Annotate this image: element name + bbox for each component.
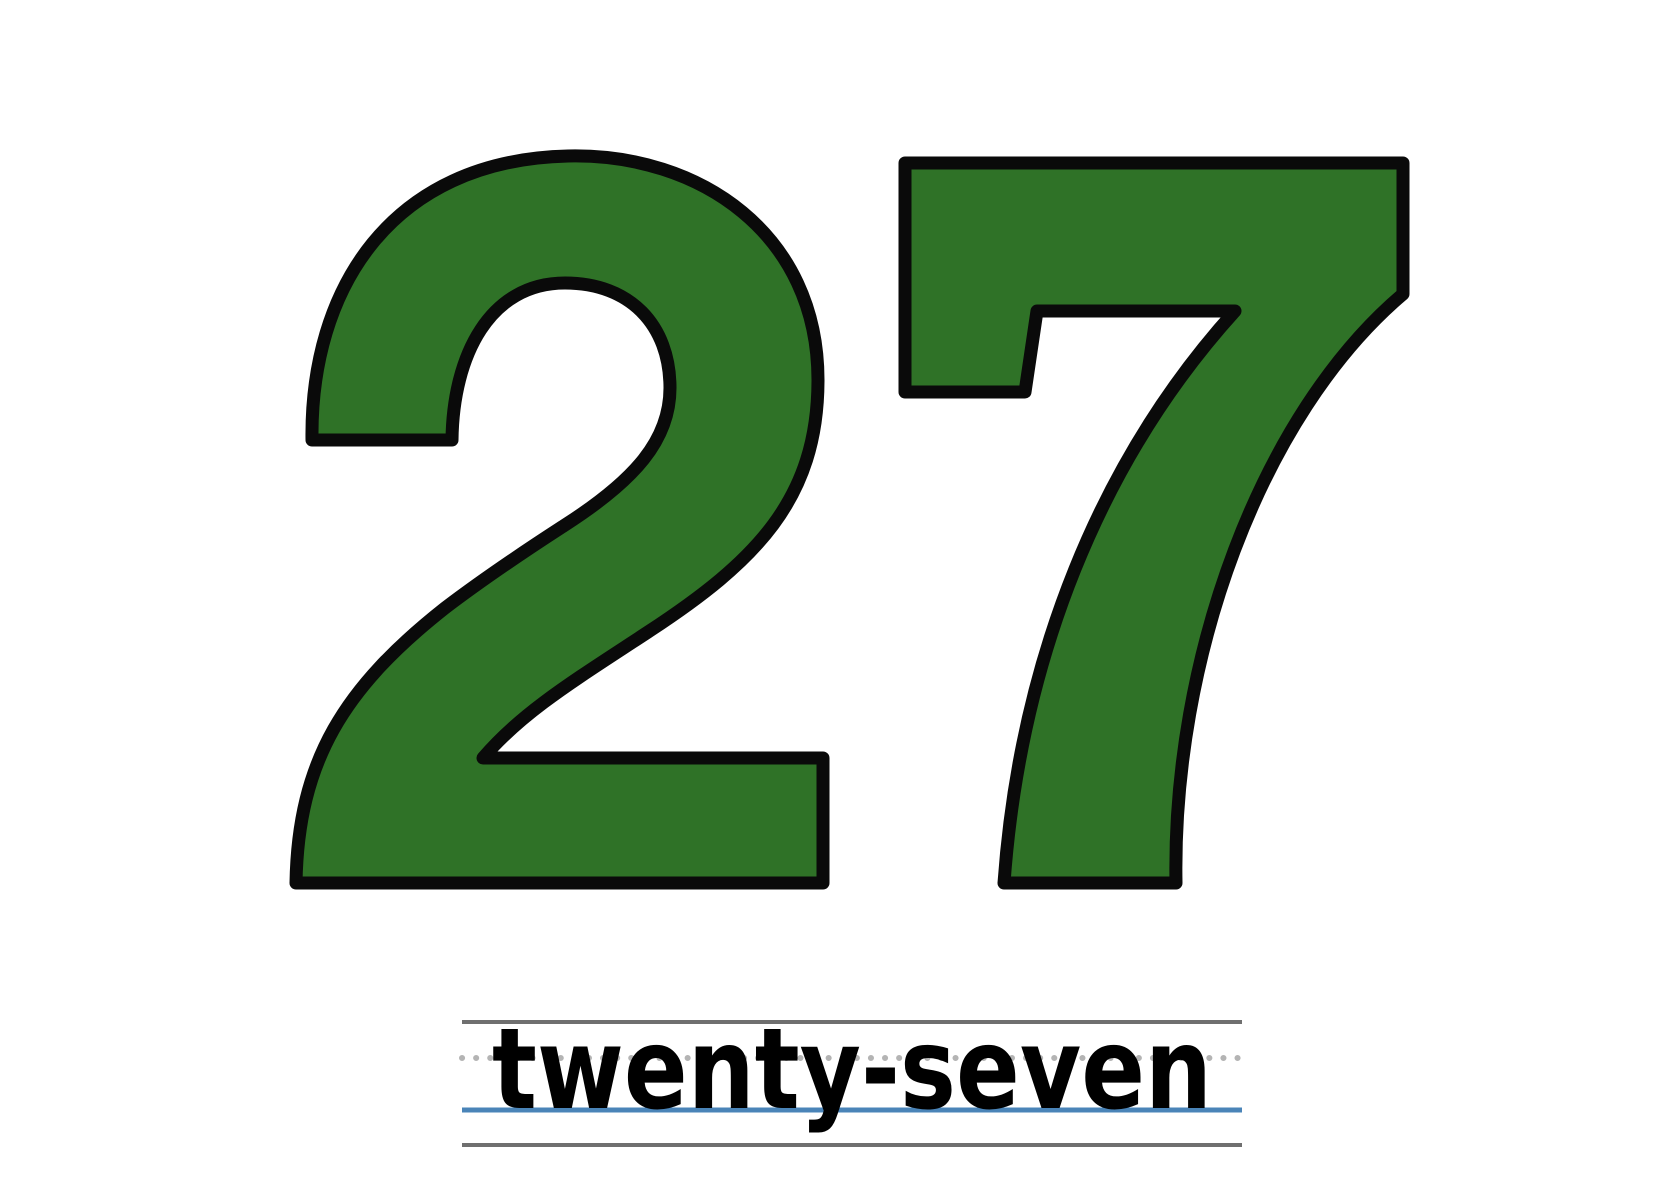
digit-seven-shape <box>905 163 1403 883</box>
number-word: twenty-seven <box>492 1005 1212 1135</box>
digit-two-shape <box>296 156 823 883</box>
numeral-27 <box>296 156 1403 883</box>
